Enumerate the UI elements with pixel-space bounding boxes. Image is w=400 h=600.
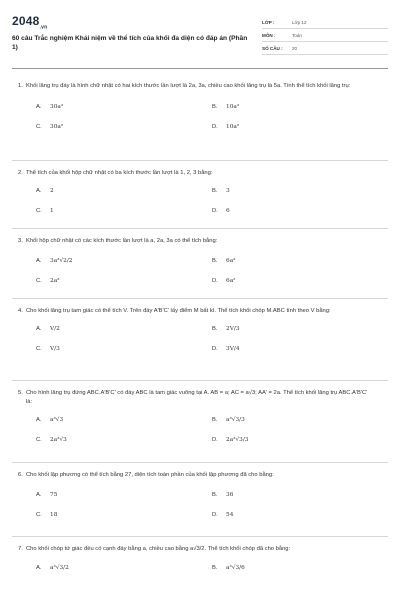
question-text: Cho khối chóp tứ giác đều có cạnh đáy bằng a, chiều cao bằng a√3/2. Thể tích khối chóp đã cho bằng: [26,546,291,552]
option-text: 3 [226,188,230,194]
answer-option-b[interactable] [212,410,388,430]
question-stem [12,237,388,246]
question-item [12,463,388,537]
question-text: Khối hộp chữ nhật có các kích thước lần lượt là a, 2a, 3a có thể tích bằng: [26,238,218,244]
option-text: 1 [50,208,54,214]
question-number: 1. [18,83,23,89]
option-letter: C. [36,512,42,518]
answer-option-d[interactable] [212,117,388,137]
question-text: Khối lăng trụ đáy là hình chữ nhật có hai kích thước lần lượt là 2a, 3a, chiều cao khối lăng trụ là 5a. Tính thể tích khối lăng trụ: [26,83,351,89]
answer-option-a[interactable] [36,410,212,430]
page-title: 60 câu Trắc nghiệm Khái niệm về thể tích của khối đa diện có đáp án (Phần 1) [12,35,248,51]
brand-logo[interactable] [12,14,252,30]
option-letter: A. [36,417,42,423]
header [12,0,388,68]
option-letter: B. [212,417,218,423]
option-letter: A. [36,188,42,194]
meta-key: SỐ CÂU : [262,45,283,51]
option-text: 6 [226,208,230,214]
option-text: 10a³ [226,104,240,110]
answer-option-d[interactable] [212,430,388,450]
option-letter: A. [36,492,42,498]
question-stem [12,389,388,407]
option-letter: D. [212,208,218,214]
option-letter: C. [36,437,42,443]
question-list [12,74,388,597]
option-letter: B. [212,565,218,571]
meta-table [262,14,388,68]
question-stem [12,545,388,554]
option-letter: C. [36,124,42,130]
option-text: 18 [50,512,58,518]
option-text: 36 [226,492,234,498]
header-divider [12,68,388,69]
answer-option-a[interactable] [36,558,212,578]
answer-option-c[interactable] [36,117,212,137]
option-letter: B. [212,326,218,332]
answer-options [36,251,388,291]
meta-key: MÔN : [262,32,276,38]
option-text: 2a³ [50,278,60,284]
option-letter: B. [212,188,218,194]
option-text: V/2 [50,326,60,332]
option-text: 2a³√3/3 [226,437,249,443]
option-letter: D. [212,437,218,443]
question-stem [12,169,388,178]
meta-value: Toán [292,32,302,38]
answer-option-b[interactable] [212,181,388,201]
option-text: 54 [226,512,234,518]
meta-row-count [262,42,388,55]
option-letter: C. [36,278,42,284]
option-text: a³√3/6 [226,565,245,571]
question-number: 6. [18,472,23,478]
answer-option-b[interactable] [212,558,388,578]
question-item [12,299,388,381]
option-text: 10a² [226,124,240,130]
question-text: Thể tích của khối hộp chữ nhật có ba kích thước lần lượt là 1, 2, 3 bằng: [26,170,213,176]
option-text: 6a³ [226,258,236,264]
question-number: 3. [18,238,23,244]
answer-option-a[interactable] [36,319,212,339]
question-text: Cho hình lăng trụ đứng ABC.A'B'C' có đáy ABC là tam giác vuông tại A. AB = a; AC = a√3; AA' = 2a. Thể tích khối lăng trụ ABC.A'B'C' là: [26,390,368,405]
answer-option-b[interactable] [212,97,388,117]
answer-option-a[interactable] [36,485,212,505]
question-text: Cho khối lăng trụ tam giác có thể tích V. Trên đáy A'B'C' lấy điểm M bất kì. Thể tích khối chóp M.ABC tính theo V bằng: [26,308,331,314]
answer-option-b[interactable] [212,251,388,271]
option-text: 30a² [50,124,64,130]
meta-row-subject [262,29,388,42]
answer-option-c[interactable] [36,271,212,291]
answer-option-d[interactable] [212,339,388,359]
option-letter: C. [36,208,42,214]
option-text: a³√3/2 [50,565,69,571]
meta-value: 20 [292,45,298,51]
answer-option-a[interactable] [36,97,212,117]
answer-option-d[interactable] [212,271,388,291]
answer-options [36,319,388,359]
answer-option-d[interactable] [212,505,388,525]
option-text: 3V/4 [226,346,240,352]
question-item [12,229,388,299]
answer-option-b[interactable] [212,319,388,339]
answer-options [36,97,388,137]
question-stem [12,307,388,316]
question-item [12,161,388,229]
answer-option-a[interactable] [36,251,212,271]
question-stem [12,471,388,480]
question-number: 4. [18,308,23,314]
answer-options [36,558,388,578]
answer-option-d[interactable] [212,201,388,221]
brand-suffix: .vn [39,24,48,31]
answer-option-c[interactable] [36,505,212,525]
answer-option-a[interactable] [36,181,212,201]
option-letter: D. [212,346,218,352]
question-item [12,381,388,463]
answer-option-c[interactable] [36,339,212,359]
option-text: 2V/3 [226,326,240,332]
option-text: 2 [50,188,54,194]
question-stem [12,82,388,91]
option-letter: C. [36,346,42,352]
meta-key: LỚP : [262,19,275,25]
option-letter: A. [36,258,42,264]
answer-options [36,181,388,221]
brand-name: 2048 [12,14,40,28]
option-text: a³√3 [50,417,64,423]
answer-option-c[interactable] [36,201,212,221]
answer-options [36,485,388,525]
answer-options [36,410,388,450]
option-text: 6a² [226,278,236,284]
question-number: 7. [18,546,23,552]
option-letter: D. [212,124,218,130]
option-letter: A. [36,104,42,110]
option-letter: D. [212,512,218,518]
option-letter: A. [36,326,42,332]
question-item [12,74,388,161]
option-letter: D. [212,278,218,284]
header-left [12,14,252,68]
question-text: Cho khối lập phương có thể tích bằng 27, diện tích toàn phần của khối lập phương đã cho bằng: [26,472,274,478]
option-letter: A. [36,565,42,571]
option-letter: B. [212,258,218,264]
question-number: 5. [18,390,23,396]
question-item [12,537,388,597]
option-letter: B. [212,492,218,498]
answer-option-b[interactable] [212,485,388,505]
meta-value: Lớp 12 [292,19,307,25]
option-text: 75 [50,492,58,498]
meta-row-class [262,16,388,29]
question-number: 2. [18,170,23,176]
option-text: V/3 [50,346,60,352]
option-text: 30a³ [50,104,64,110]
option-text: 2a³√3 [50,437,67,443]
option-letter: B. [212,104,218,110]
answer-option-c[interactable] [36,430,212,450]
option-text: 3a³√2/2 [50,258,73,264]
option-text: a³√3/3 [226,417,245,423]
